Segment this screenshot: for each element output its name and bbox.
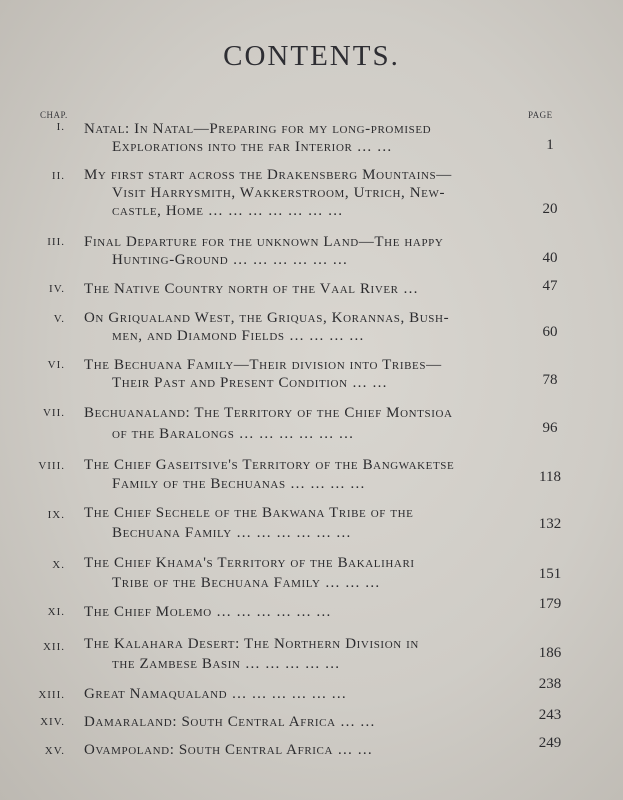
- entry-line: Hunting-Ground … … … … … …: [112, 252, 349, 268]
- entry-line: Great Namaqualand … … … … … …: [84, 686, 347, 702]
- entry-line: The Chief Gaseitsive's Territory of the Bangwaketse: [84, 457, 455, 473]
- entry-line: Bechuana Family … … … … … …: [112, 525, 352, 541]
- entry-line: castle, Home … … … … … … …: [112, 203, 344, 219]
- page-number: 60: [542, 324, 558, 340]
- chapter-column-header: CHAP.: [40, 110, 68, 120]
- chapter-number: I.: [56, 121, 65, 133]
- page-number: 118: [539, 469, 561, 485]
- entry-line: Tribe of the Bechuana Family … … …: [112, 575, 381, 591]
- entry-line: the Zambese Basin … … … … …: [112, 656, 341, 672]
- page-number: 96: [542, 420, 558, 436]
- entry-line: Final Departure for the unknown Land—The happy: [84, 234, 444, 250]
- page-number: 243: [538, 707, 562, 723]
- page-number: 78: [542, 372, 558, 388]
- page-number: 151: [538, 566, 562, 582]
- chapter-number: VI.: [47, 359, 65, 371]
- page-column-header: PAGE: [528, 110, 553, 120]
- chapter-number: VIII.: [38, 460, 65, 472]
- chapter-number: XII.: [42, 641, 65, 653]
- entry-line: The Chief Sechele of the Bakwana Tribe of the: [84, 505, 414, 521]
- chapter-number: IX.: [47, 509, 65, 521]
- chapter-number: II.: [51, 170, 65, 182]
- entry-line: Ovampoland: South Central Africa … …: [84, 742, 373, 758]
- page-number: 186: [538, 645, 562, 661]
- entry-line: Damaraland: South Central Africa … …: [84, 714, 376, 730]
- page-number: 1: [546, 137, 554, 153]
- page-title: CONTENTS.: [223, 40, 400, 72]
- entry-line: The Kalahara Desert: The Northern Division in: [84, 636, 419, 652]
- chapter-number: XI.: [47, 606, 65, 618]
- entry-line: Bechuanaland: The Territory of the Chief Montsioa: [84, 405, 453, 421]
- page-number: 20: [542, 201, 558, 217]
- chapter-number: IV.: [49, 283, 65, 295]
- chapter-number: XIV.: [40, 716, 65, 728]
- entry-line: The Native Country north of the Vaal River …: [84, 281, 419, 297]
- entry-line: Natal: In Natal—Preparing for my long-promised: [84, 121, 432, 137]
- entry-line: of the Baralongs … … … … … …: [112, 426, 355, 442]
- chapter-number: XV.: [44, 745, 65, 757]
- page-number: 132: [538, 516, 562, 532]
- entry-line: The Bechuana Family—Their division into Tribes—: [84, 357, 442, 373]
- entry-line: My first start across the Drakensberg Mountains—: [84, 167, 452, 183]
- page-number: 249: [538, 735, 562, 751]
- entry-line: The Chief Khama's Territory of the Bakalihari: [84, 555, 415, 571]
- entry-line: men, and Diamond Fields … … … …: [112, 328, 365, 344]
- chapter-number: X.: [52, 559, 65, 571]
- entry-line: The Chief Molemo … … … … … …: [84, 604, 332, 620]
- entry-line: Their Past and Present Condition … …: [112, 375, 388, 391]
- chapter-number: XIII.: [38, 689, 65, 701]
- page-number: 47: [542, 278, 558, 294]
- entry-line: Visit Harrysmith, Wakkerstroom, Utrich, New-: [112, 185, 446, 201]
- page-number: 40: [542, 250, 558, 266]
- entry-line: Explorations into the far Interior … …: [112, 139, 393, 155]
- chapter-number: III.: [47, 236, 65, 248]
- entry-line: Family of the Bechuanas … … … …: [112, 476, 366, 492]
- entry-line: On Griqualand West, the Griquas, Korannas, Bush-: [84, 310, 450, 326]
- page-number: 238: [538, 676, 562, 692]
- page-number: 179: [538, 596, 562, 612]
- chapter-number: VII.: [42, 407, 65, 419]
- chapter-number: V.: [53, 313, 65, 325]
